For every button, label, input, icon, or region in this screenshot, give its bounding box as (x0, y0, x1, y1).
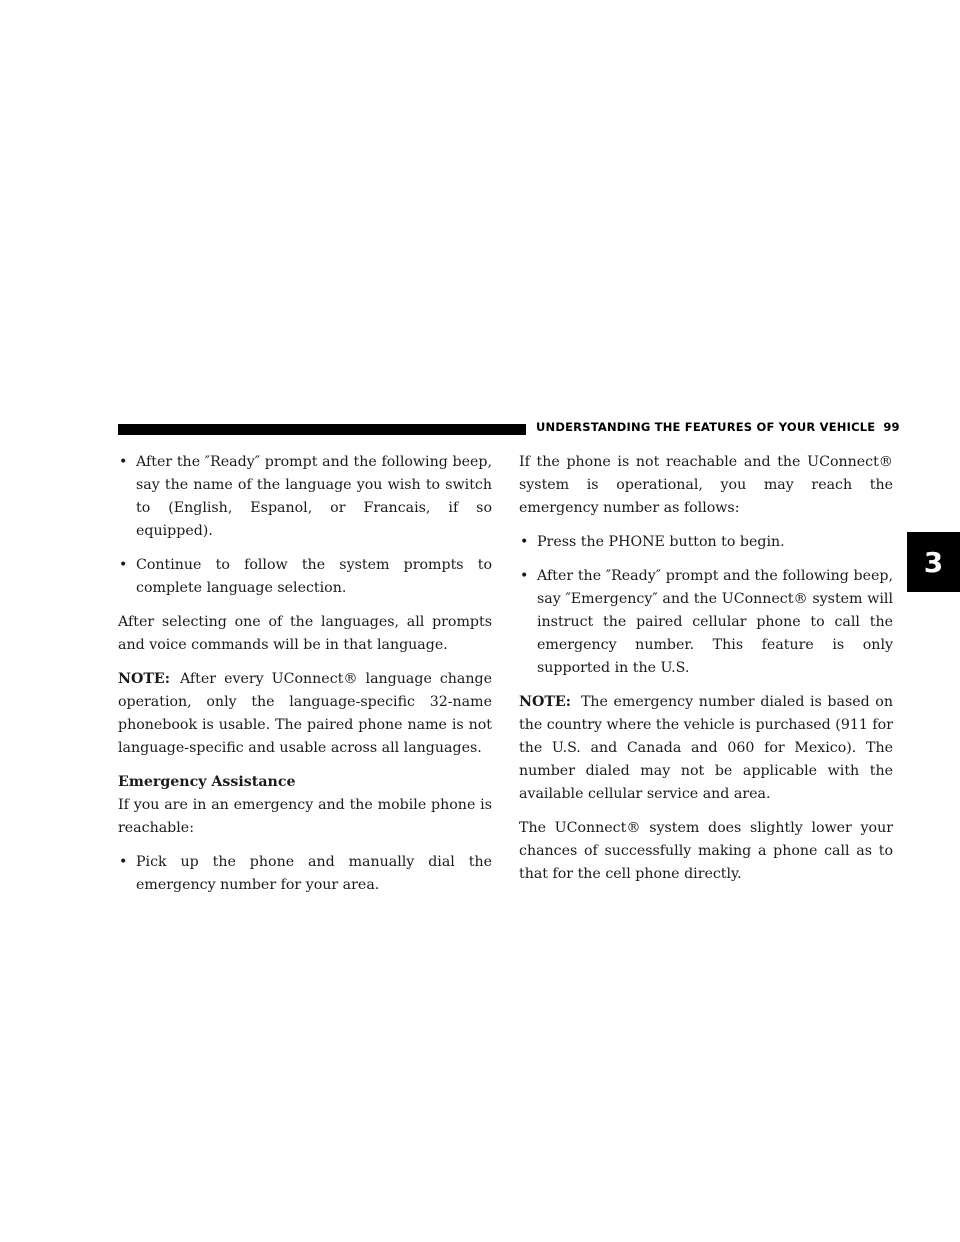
header-rule (118, 424, 526, 435)
paragraph: After selecting one of the languages, all prompts and voice commands will be in that language. (118, 614, 492, 653)
note-text: The emergency number dialed is based on the country where the vehicle is purchased (911 for the U.S. and Canada and 060 for Mexico). The number dialed may not be applicable with the available cellular service and area. (519, 694, 893, 802)
running-header (536, 420, 900, 434)
chapter-tab: 3 (907, 532, 960, 592)
bullet-item: • After the ″Ready″ prompt and the following beep, say ″Emergency″ and the UConnect® system will instruct the paired cellular phone to call the emergency number. This feature is only supported in the U.S. (519, 565, 893, 680)
paragraph: The UConnect® system does slightly lower your chances of successfully making a phone call as to that for the cell phone directly. (519, 820, 893, 882)
left-column (118, 451, 492, 908)
paragraph: If you are in an emergency and the mobile phone is reachable: (118, 797, 492, 836)
note-text: After every UConnect® language change operation, only the language-specific 32-name phonebook is usable. The paired phone name is not language-specific and usable across all languages. (118, 671, 492, 756)
page-number: 99 (883, 420, 900, 434)
note-label: NOTE: (118, 671, 170, 687)
note-paragraph (118, 668, 492, 760)
section-title: UNDERSTANDING THE FEATURES OF YOUR VEHICLE (536, 420, 876, 434)
section-heading: Emergency Assistance (118, 774, 296, 790)
paragraph: If the phone is not reachable and the UConnect® system is operational, you may reach the emergency number as follows: (519, 454, 893, 516)
note-paragraph (519, 691, 893, 806)
bullet-item: • After the ″Ready″ prompt and the following beep, say the name of the language you wish to switch to (English, Espanol, or Francais, if so equipped). (118, 451, 492, 543)
bullet-item: • Pick up the phone and manually dial the emergency number for your area. (118, 851, 492, 897)
bullet-item: • Press the PHONE button to begin. (519, 531, 893, 554)
right-column (519, 451, 893, 897)
note-label: NOTE: (519, 694, 571, 710)
bullet-item: • Continue to follow the system prompts to complete language selection. (118, 554, 492, 600)
